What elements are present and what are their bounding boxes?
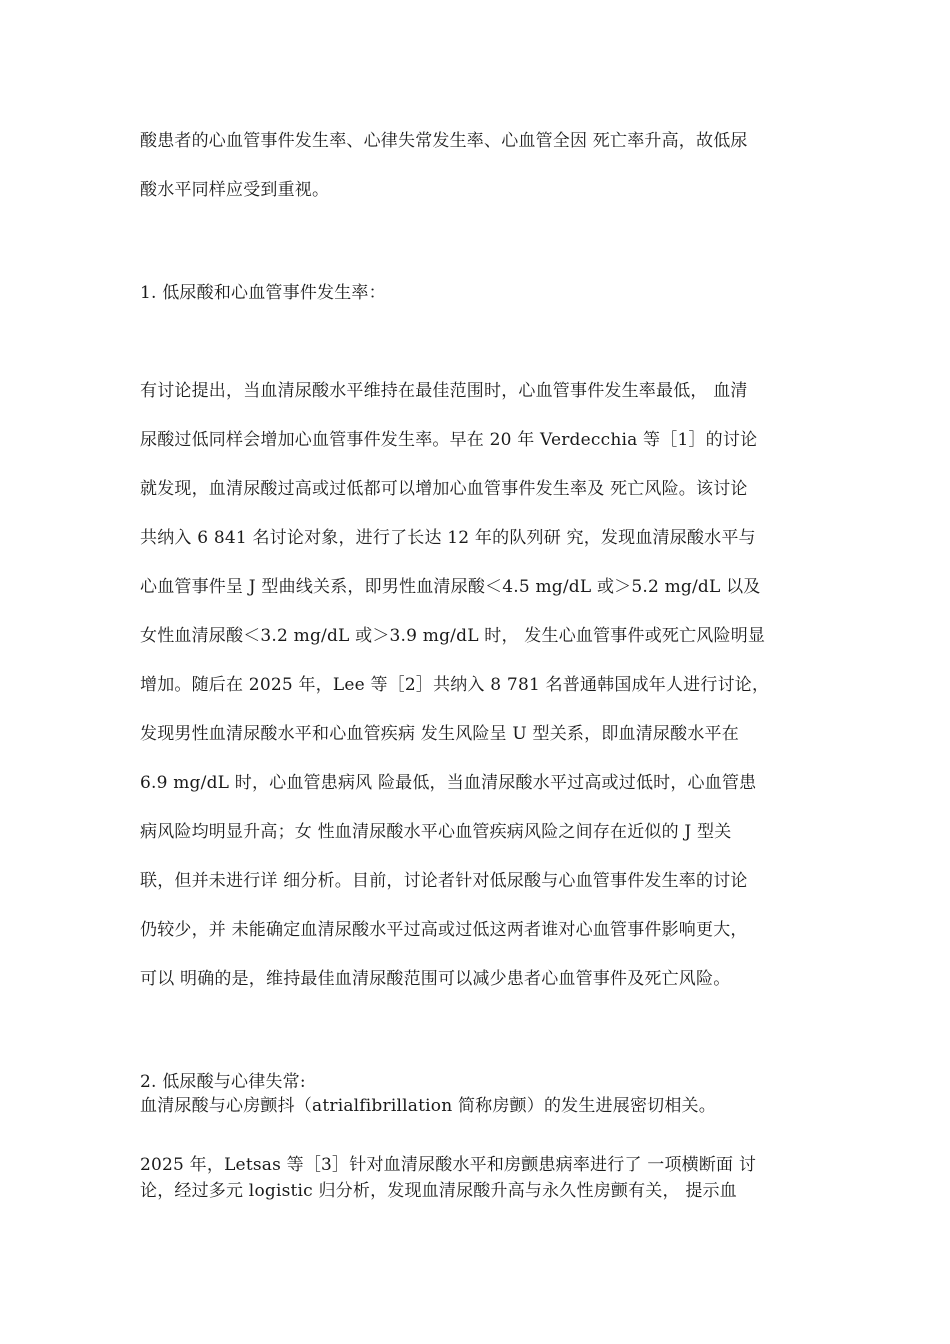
paragraph-line: 6.9 mg/dL 时，心血管患病风 险最低，当血清尿酸水平过高或过低时，心血管患 bbox=[140, 773, 757, 793]
paragraph-line: 女性血清尿酸＜3.2 mg/dL 或＞3.9 mg/dL 时， 发生心血管事件或死亡风险明显 bbox=[140, 626, 766, 646]
paragraph-line: 血清尿酸与心房颤抖（atrialfibrillation 简称房颤）的发生进展密切相关。 bbox=[140, 1096, 716, 1116]
paragraph-line: 联，但并未进行详 细分析。目前，讨论者针对低尿酸与心血管事件发生率的讨论 bbox=[140, 871, 748, 891]
paragraph-line: 共纳入 6 841 名讨论对象，进行了长达 12 年的队列研 究，发现血清尿酸水平与 bbox=[140, 528, 756, 548]
paragraph-line: 尿酸过低同样会增加心血管事件发生率。早在 20 年 Verdecchia 等［1］的讨论 bbox=[140, 430, 758, 450]
paragraph-line: 可以 明确的是，维持最佳血清尿酸范围可以减少患者心血管事件及死亡风险。 bbox=[140, 969, 731, 989]
section-heading-1: 1. 低尿酸和心血管事件发生率： bbox=[140, 283, 386, 303]
section-heading-2: 2. 低尿酸与心律失常: bbox=[140, 1072, 306, 1092]
paragraph-line: 仍较少，并 未能确定血清尿酸水平过高或过低这两者谁对心血管事件影响更大， bbox=[140, 920, 748, 940]
paragraph-line: 有讨论提出，当血清尿酸水平维持在最佳范围时，心血管事件发生率最低， 血清 bbox=[140, 381, 748, 401]
paragraph-line: 论，经过多元 logistic 归分析，发现血清尿酸升高与永久性房颤有关， 提示血 bbox=[140, 1181, 737, 1201]
paragraph-line: 就发现，血清尿酸过高或过低都可以增加心血管事件发生率及 死亡风险。该讨论 bbox=[140, 479, 748, 499]
intro-line: 酸患者的心血管事件发生率、心律失常发生率、心血管全因 死亡率升高，故低尿 bbox=[140, 131, 748, 151]
paragraph-line: 心血管事件呈 J 型曲线关系，即男性血清尿酸＜4.5 mg/dL 或＞5.2 mg/dL 以及 bbox=[140, 577, 761, 597]
paragraph-line: 发现男性血清尿酸水平和心血管疾病 发生风险呈 U 型关系，即血清尿酸水平在 bbox=[140, 724, 739, 744]
paragraph-line: 病风险均明显升高；女 性血清尿酸水平心血管疾病风险之间存在近似的 J 型关 bbox=[140, 822, 732, 842]
paragraph-line: 2025 年，Letsas 等［3］针对血清尿酸水平和房颤患病率进行了 一项横断面 讨 bbox=[140, 1155, 757, 1175]
paragraph-line: 增加。随后在 2025 年，Lee 等［2］共纳入 8 781 名普通韩国成年人进行讨论， bbox=[140, 675, 770, 695]
intro-line: 酸水平同样应受到重视。 bbox=[140, 180, 330, 200]
